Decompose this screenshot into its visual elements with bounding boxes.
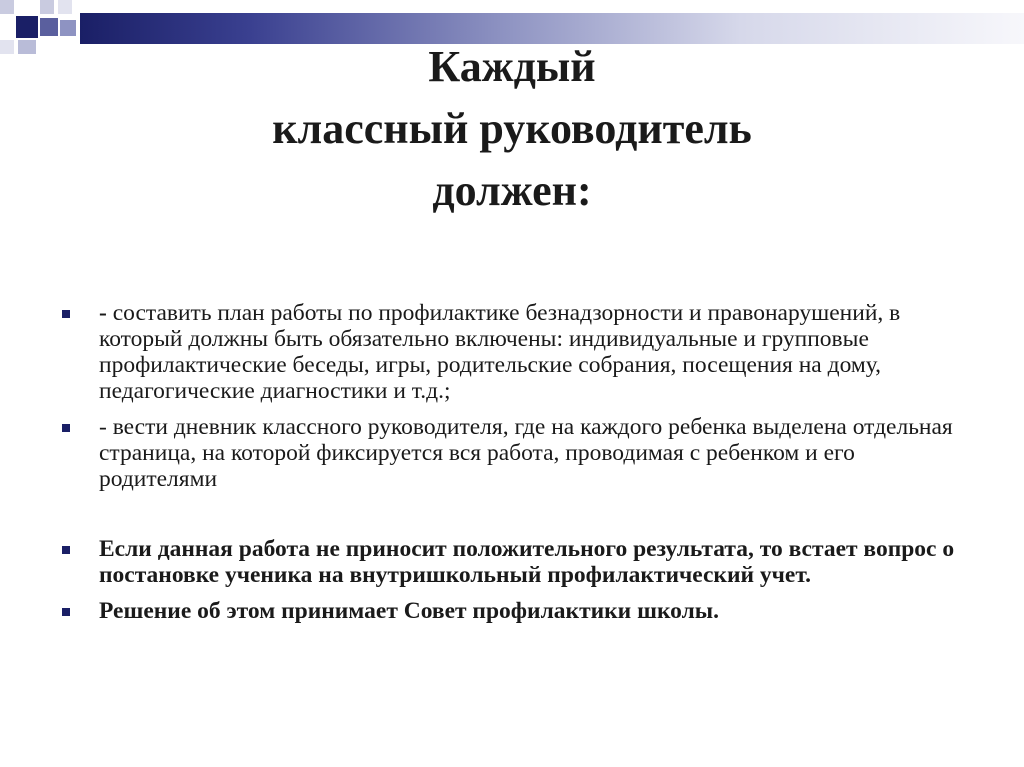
decor-square: [18, 40, 36, 54]
bullet-list: [62, 300, 962, 624]
decor-square: [0, 0, 14, 14]
bullet-item: [62, 598, 962, 624]
decor-square: [40, 0, 54, 14]
bullet-item: [62, 414, 962, 492]
title-line: должен:: [432, 166, 592, 215]
bullet-text: Решение об этом принимает Совет профилактики школы.: [99, 598, 720, 624]
decor-square: [16, 16, 38, 38]
bullet-text: Если данная работа не приносит положительного результата, то встает вопрос о постановке ученика на внутришкольный профилактический учет.: [99, 536, 955, 588]
bullet-text: - вести дневник классного руководителя, где на каждого ребенка выделена отдельная страница, на которой фиксируется вся работа, проводимая с ребенком и его родителями: [99, 414, 953, 492]
title-line: Каждый: [428, 42, 596, 91]
square-bullet-icon: [62, 608, 70, 616]
decor-square: [40, 18, 58, 36]
square-bullet-icon: [62, 424, 70, 432]
slide-title: [140, 36, 884, 222]
bullet-item: [62, 536, 962, 588]
bullet-text: составить план работы по профилактике безнадзорности и правонарушений, в который должны быть обязательно включены: индивидуальные и групповые профилактические беседы, игры, родительские собрания, посещения на дому, педагогические диагностики и т.д.;: [99, 300, 901, 404]
decor-square: [60, 20, 76, 36]
decor-square: [0, 40, 14, 54]
title-line: классный руководитель: [272, 104, 752, 153]
decor-square: [58, 0, 72, 14]
bullet-item: [62, 300, 962, 404]
square-bullet-icon: [62, 546, 70, 554]
square-bullet-icon: [62, 310, 70, 318]
bullet-lead: -: [99, 300, 107, 326]
